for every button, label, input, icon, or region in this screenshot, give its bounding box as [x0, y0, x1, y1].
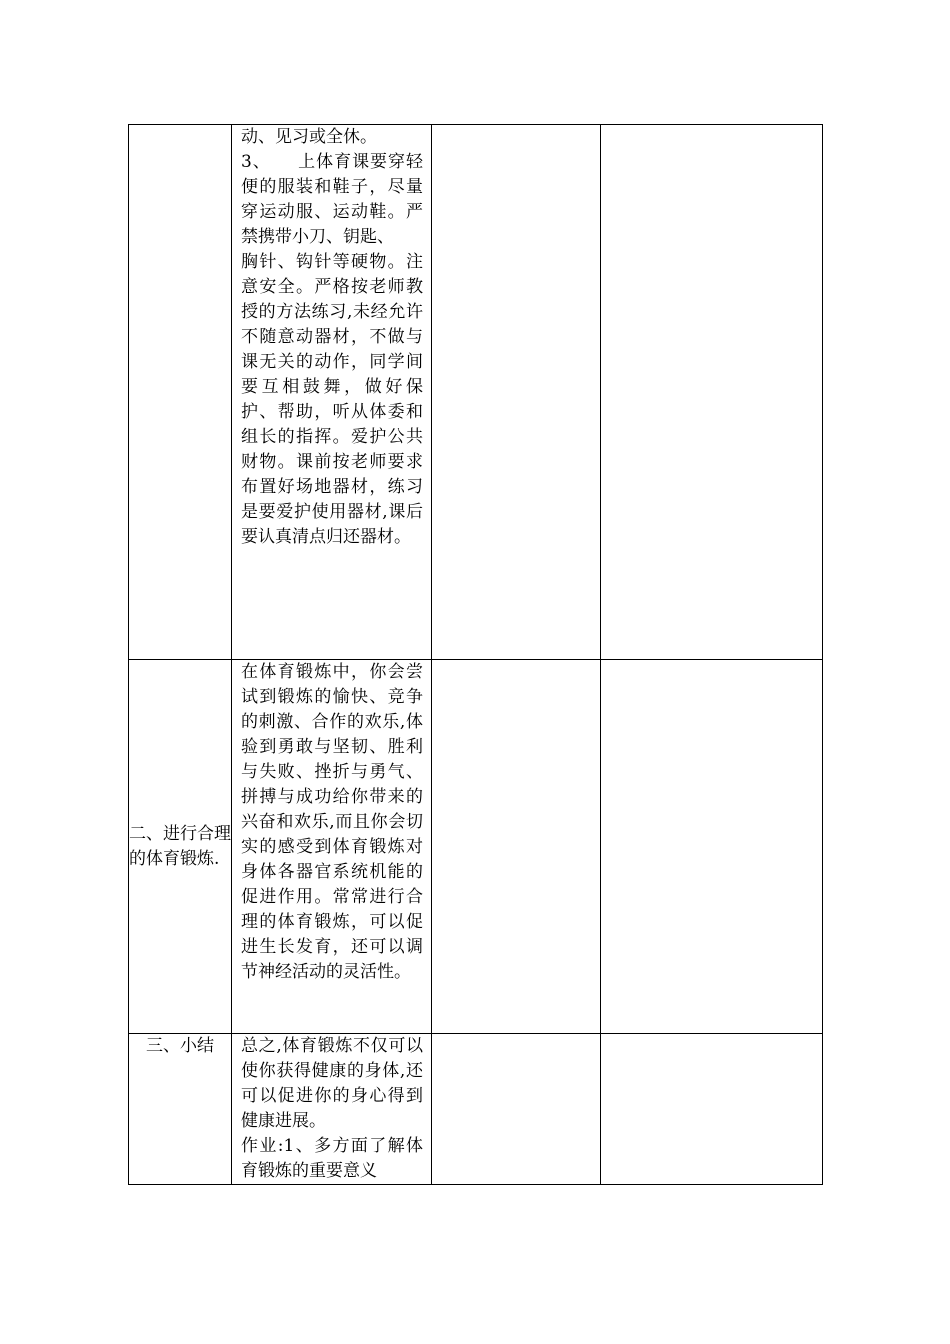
content-line: 3、 上体育课要穿轻便的服装和鞋子，尽量穿运动服、运动鞋。严禁携带小刀、钥匙、 [241, 152, 423, 247]
empty-cell [432, 125, 601, 660]
content-line: 总之,体育锻炼不仅可以使你获得健康的身体,还可以促进你的身心得到健康进展。 [241, 1036, 423, 1131]
content-cell [232, 1034, 432, 1185]
topic-cell [129, 1034, 232, 1185]
topic-cell [129, 125, 232, 660]
empty-cell [601, 1034, 823, 1185]
empty-cell [432, 660, 601, 1034]
content-cell [232, 660, 432, 1034]
topic-text: 三、小结 [146, 1036, 214, 1056]
content-line: 在体育锻炼中，你会尝试到锻炼的愉快、竞争的刺激、合作的欢乐,体验到勇敢与坚韧、胜利与失败、挫折与勇气、拼搏与成功给你带来的兴奋和欢乐,而且你会切实的感受到体育锻炼对身体各器官系统机能的促进作用。常常进行合理的体育锻炼，可以促进生长发育，还可以调节神经活动的灵活性。 [241, 662, 423, 982]
table-row [129, 1034, 823, 1185]
empty-cell [601, 125, 823, 660]
empty-cell [432, 1034, 601, 1185]
topic-text: 二、进行合理的体育锻炼. [129, 823, 231, 869]
topic-cell [129, 660, 232, 1034]
empty-cell [601, 660, 823, 1034]
content-line: 动、见习或全休。 [241, 127, 377, 147]
table-row [129, 125, 823, 660]
content-cell [232, 125, 432, 660]
lesson-plan-table [128, 124, 823, 1185]
table-row [129, 660, 823, 1034]
content-line: 胸针、钩针等硬物。注意安全。严格按老师教授的方法练习,未经允许不随意动器材，不做与课无关的动作，同学间要互相鼓舞，做好保护、帮助，听从体委和组长的指挥。爱护公共财物。课前按老师要求布置好场地器材，练习是要爱护使用器材,课后要认真清点归还器材。 [241, 252, 423, 547]
content-line: 作业:1、多方面了解体育锻炼的重要意义 [241, 1136, 423, 1181]
